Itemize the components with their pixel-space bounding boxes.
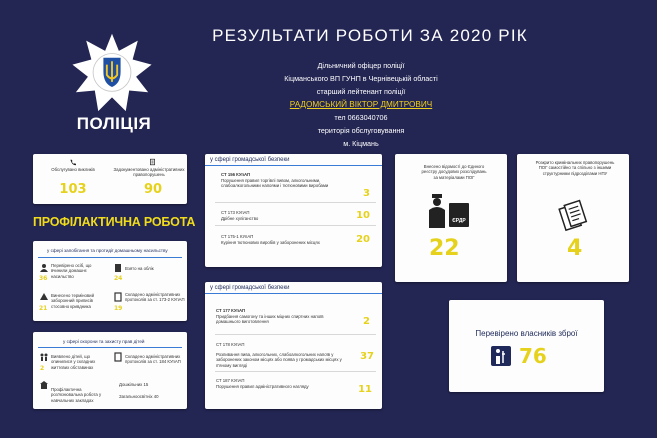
article-desc: Порушення правил адміністративного нагляду [216,384,309,389]
article-code: СТ 178 КУпАП [216,342,245,347]
children-item-label: Дошкільних 15 [119,382,149,387]
article-code: СТ 175-1 КУпАП [221,234,254,239]
check-person-icon [39,263,49,273]
domestic-item-label: Складено адміністративних протоколів за ст. 173-2 КУпАП [125,292,185,303]
article-desc: Куріння тютюнових виробів у заборонених місцях [221,240,320,245]
article-code: СТ 156 КУпАП [221,172,251,177]
violations-label: Задокументовано адміністративних правопорушень [113,167,185,178]
prevention-title: ПРОФІЛАКТИЧНА РОБОТА [33,215,196,229]
domestic-violence-card [33,241,187,321]
police-star-icon [62,32,162,118]
domestic-item-value: 21 [39,305,48,312]
article-value: 37 [360,351,374,362]
article-code: СТ 177 КУпАП [216,308,246,313]
officer-info [236,59,486,150]
protocol-icon [113,292,123,302]
calls-label: Обслугувано викликів [51,167,95,172]
domestic-item-value: 19 [114,305,123,312]
children-item-value: 2 [40,365,45,372]
order-icon [39,292,49,302]
article-code: СТ 173 КУпАП [221,210,250,215]
public-safety-2-title: у сфері громадської безпеки [205,282,382,294]
article-desc: Дрібне хуліганство [221,216,259,221]
stats-card [33,154,187,204]
children-item-label: Загальноосвітніх 40 [119,394,159,399]
documents-icon [557,199,591,233]
article-value: 3 [363,188,370,199]
article-value: 2 [363,316,370,327]
officer-name: РАДОМСЬКИЙ ВІКТОР ДМИТРОВИЧ [289,100,433,109]
article-value: 11 [358,384,372,395]
public-safety-card-2 [205,282,382,409]
children-item-label: Профілактична роз'яснювальна робота у навчальних закладах [51,387,102,403]
registry-value: 22 [429,236,460,261]
children-item-label: Виявлено дітей, що опинилися у складних життєвих обставинах [51,354,96,370]
officer-department: Кіцманського ВП ГУНП в Чернівецькій області [284,74,438,83]
crimes-value: 4 [567,236,583,261]
territory-value: м. Кіцмань [343,139,379,148]
domestic-item-value: 24 [114,275,123,282]
article-value: 10 [356,210,370,221]
violations-value: 90 [143,182,163,197]
officer-role: Дільничний офіцер поліції [317,61,405,70]
children-card-title: у сфері охорони та захисту прав дітей [63,339,145,344]
article-value: 20 [356,234,370,245]
domestic-item-value: 36 [39,275,48,282]
public-safety-card-1 [205,154,382,267]
article-desc: Порушення правил торгівлі пивом, алкогольними, слабоалкогольними напоями і тютюновими виробами [221,178,329,189]
territory-label: територія обслуговування [317,126,405,135]
calls-value: 103 [59,182,87,197]
domestic-item-label: Взято на облік [125,266,154,271]
page-title: РЕЗУЛЬТАТИ РОБОТИ ЗА 2020 РІК [212,26,528,45]
crimes-label: Розкрито кримінальних правопорушень ПОГ самостійно та спільно з іншими структурними підрозділами НПУ [535,160,615,176]
erdr-badge-text: ЄРДР [452,218,466,224]
document-icon [149,158,156,166]
domestic-item-label: Перевірено осіб, що вчинили домашнє насильство [51,263,92,279]
police-logo-text: ПОЛІЦІЯ [76,114,152,133]
officer-phone: тел 0663040706 [334,113,388,122]
article-desc: Розпивання пива, алкогольних, слабоалкогольних напоїв у заборонених законом місцях або поява у громадських місцях у п'яному вигляді [216,352,342,368]
phone-icon [69,159,76,166]
domestic-card-title: у сфері запобігання та протидії домашньому насильству [47,248,168,253]
officer-rank: старший лейтенант поліції [316,87,406,96]
article-desc: Придбання самогону та інших міцних спиртних напоїв домашнього виготовлення [216,314,324,325]
protocol-icon [113,352,123,362]
officer-icon [427,194,447,228]
registry-label: Внесено відомості до Єдиного реєстру досудових розслідувань за матеріалами ПОГ [421,164,487,180]
article-code: СТ 187 КУпАП [216,378,245,383]
domestic-item-label: Винесено терміновий заборонний приписів стосовно кривдника [51,293,94,309]
weapons-label: Перевірено власників зброї [475,329,578,338]
children-item-label: Складено адміністративних протоколів за ст. 184 КУпАП [125,354,181,365]
register-icon [113,263,123,273]
weapons-card [449,300,604,392]
erdr-folder-icon [449,203,469,227]
police-emblem [62,32,164,120]
children-icon [39,352,49,362]
weapons-value: 76 [519,344,547,368]
weapon-owner-icon [491,346,511,366]
public-safety-1-title: у сфері громадської безпеки [205,154,382,166]
school-icon [39,380,49,390]
children-protection-card [33,332,187,409]
crimes-card [517,154,629,282]
registry-card [395,154,507,282]
